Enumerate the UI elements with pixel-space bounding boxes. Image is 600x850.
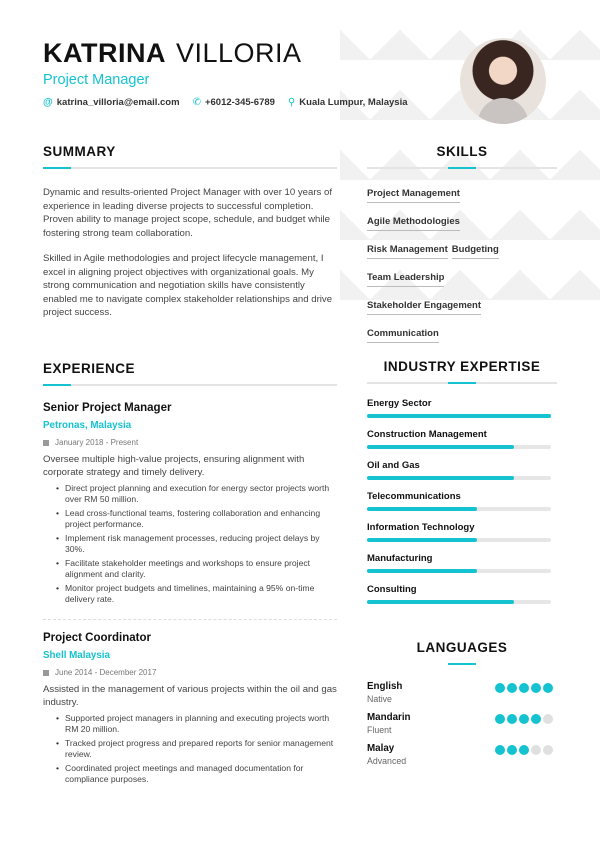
expertise-item xyxy=(367,429,557,449)
job-dates-text: June 2014 - December 2017 xyxy=(55,668,157,677)
rating-dot xyxy=(507,745,517,755)
summary-paragraph-1: Dynamic and results-oriented Project Manager with over 10 years of experience in leading diverse projects to successful completion. Proven ability to manage project scope, schedule, and budget while fostering strong team collaboration. xyxy=(43,187,333,239)
expertise-label: Information Technology xyxy=(367,522,475,533)
list-item: • Monitor project budgets and timelines, maintaining a 95% on-time delivery rate. xyxy=(65,583,337,605)
rating-dot xyxy=(495,683,505,693)
language-rating xyxy=(495,745,553,755)
rating-dot xyxy=(531,745,541,755)
calendar-icon xyxy=(43,670,49,676)
expertise-item xyxy=(367,491,557,511)
job-bullets xyxy=(43,713,337,785)
contact-location xyxy=(288,97,408,108)
expertise-item xyxy=(367,584,557,604)
job-role: Project Manager xyxy=(43,72,150,88)
language-level: Advanced xyxy=(367,756,407,766)
skill-tag: Project Management xyxy=(367,188,460,203)
list-item: • Implement risk management processes, reducing project delays by 30%. xyxy=(65,533,337,555)
contact-phone[interactable] xyxy=(193,97,275,108)
expertise-label: Telecommunications xyxy=(367,491,461,502)
list-item: • Lead cross-functional teams, fostering collaboration and enhancing project performance. xyxy=(65,508,337,530)
job-dates-text: January 2018 - Present xyxy=(55,438,139,447)
job-dates xyxy=(43,668,337,677)
expertise-bar xyxy=(367,507,551,511)
language-level: Native xyxy=(367,694,392,704)
phone-text: +6012-345-6789 xyxy=(204,97,275,108)
job-entry xyxy=(43,632,337,785)
location-text: Kuala Lumpur, Malaysia xyxy=(299,97,408,108)
expertise-bar-fill xyxy=(367,538,477,542)
expertise-item xyxy=(367,460,557,480)
expertise-title: INDUSTRY EXPERTISE xyxy=(383,359,541,374)
expertise-bar-fill xyxy=(367,569,477,573)
rating-dot xyxy=(531,683,541,693)
skill-tag: Budgeting xyxy=(452,244,499,259)
contact-email[interactable] xyxy=(43,97,180,108)
expertise-bar xyxy=(367,476,551,480)
job-title: Senior Project Manager xyxy=(43,402,172,414)
experience-section xyxy=(43,361,337,788)
job-divider xyxy=(43,619,337,620)
section-rule xyxy=(43,167,337,169)
map-pin-icon: ⚲ xyxy=(287,97,296,108)
skills-section xyxy=(367,144,557,351)
job-entry xyxy=(43,402,337,605)
skill-tag: Communication xyxy=(367,328,439,343)
job-description: Oversee multiple high-value projects, ensuring alignment with corporate strategy and timely delivery. xyxy=(43,454,305,478)
expertise-bar xyxy=(367,414,551,418)
language-rating xyxy=(495,714,553,724)
language-name: Mandarin xyxy=(367,712,411,723)
expertise-label: Energy Sector xyxy=(367,398,432,409)
rating-dot xyxy=(531,714,541,724)
summary-paragraph-2: Skilled in Agile methodologies and project lifecycle management, I excel in aligning project objectives with organizational goals. My strong communication and negotiation skills have consistently enabled me to navigate complex stakeholder relationships and drive project success. xyxy=(43,253,333,318)
language-item xyxy=(367,712,557,735)
job-title: Project Coordinator xyxy=(43,632,151,644)
rating-dot xyxy=(495,714,505,724)
summary-title: SUMMARY xyxy=(43,144,116,159)
section-rule xyxy=(43,384,337,386)
skills-list xyxy=(367,183,557,351)
candidate-name xyxy=(43,38,443,68)
expertise-bar-fill xyxy=(367,507,477,511)
skills-title: SKILLS xyxy=(436,144,488,159)
expertise-label: Manufacturing xyxy=(367,553,433,564)
section-rule xyxy=(367,167,557,169)
job-company: Shell Malaysia xyxy=(43,650,110,661)
email-text: katrina_villoria@email.com xyxy=(56,97,180,108)
language-item xyxy=(367,743,557,766)
resume-header xyxy=(43,38,443,108)
section-rule xyxy=(367,663,557,665)
expertise-item xyxy=(367,522,557,542)
experience-title: EXPERIENCE xyxy=(43,361,136,376)
skill-tag: Stakeholder Engagement xyxy=(367,300,481,315)
expertise-list xyxy=(367,398,557,604)
profile-photo xyxy=(460,38,546,124)
expertise-bar-fill xyxy=(367,600,514,604)
rating-dot xyxy=(519,714,529,724)
expertise-label: Oil and Gas xyxy=(367,460,420,471)
last-name: VILLORIA xyxy=(175,38,302,68)
summary-section xyxy=(43,144,337,320)
expertise-bar-fill xyxy=(367,445,514,449)
expertise-bar-fill xyxy=(367,414,551,418)
language-name: English xyxy=(367,681,403,692)
skill-tag: Risk Management xyxy=(367,244,448,259)
list-item: • Direct project planning and execution for energy sector projects worth over RM 50 million. xyxy=(65,483,337,505)
first-name: KATRINA xyxy=(43,38,166,68)
expertise-bar xyxy=(367,600,551,604)
job-description: Assisted in the management of various projects within the oil and gas industry. xyxy=(43,684,337,708)
expertise-bar xyxy=(367,445,551,449)
expertise-item xyxy=(367,398,557,418)
languages-title: LANGUAGES xyxy=(416,640,508,655)
language-item xyxy=(367,681,557,704)
job-bullets xyxy=(43,483,337,605)
languages-section xyxy=(367,640,557,774)
at-icon: @ xyxy=(43,97,53,108)
calendar-icon xyxy=(43,440,49,446)
rating-dot xyxy=(543,714,553,724)
list-item: • Coordinated project meetings and managed documentation for compliance purposes. xyxy=(65,763,337,785)
job-company: Petronas, Malaysia xyxy=(43,420,132,431)
skill-tag: Team Leadership xyxy=(367,272,444,287)
expertise-label: Construction Management xyxy=(367,429,487,440)
expertise-bar xyxy=(367,569,551,573)
contact-row xyxy=(43,97,443,108)
phone-icon: ✆ xyxy=(192,97,201,108)
section-rule xyxy=(367,382,557,384)
rating-dot xyxy=(519,745,529,755)
language-rating xyxy=(495,683,553,693)
list-item: • Supported project managers in planning and executing projects worth RM 20 million. xyxy=(65,713,337,735)
expertise-item xyxy=(367,553,557,573)
skill-tag: Agile Methodologies xyxy=(367,216,460,231)
language-list xyxy=(367,681,557,766)
list-item: • Facilitate stakeholder meetings and workshops to ensure project alignment and clarity. xyxy=(65,558,337,580)
rating-dot xyxy=(519,683,529,693)
rating-dot xyxy=(495,745,505,755)
expertise-bar-fill xyxy=(367,476,514,480)
rating-dot xyxy=(507,683,517,693)
rating-dot xyxy=(543,683,553,693)
rating-dot xyxy=(507,714,517,724)
language-level: Fluent xyxy=(367,725,392,735)
expertise-label: Consulting xyxy=(367,584,417,595)
language-name: Malay xyxy=(367,743,395,754)
expertise-bar xyxy=(367,538,551,542)
list-item: • Tracked project progress and prepared reports for senior management review. xyxy=(65,738,337,760)
job-dates xyxy=(43,438,337,447)
rating-dot xyxy=(543,745,553,755)
expertise-section xyxy=(367,359,557,615)
